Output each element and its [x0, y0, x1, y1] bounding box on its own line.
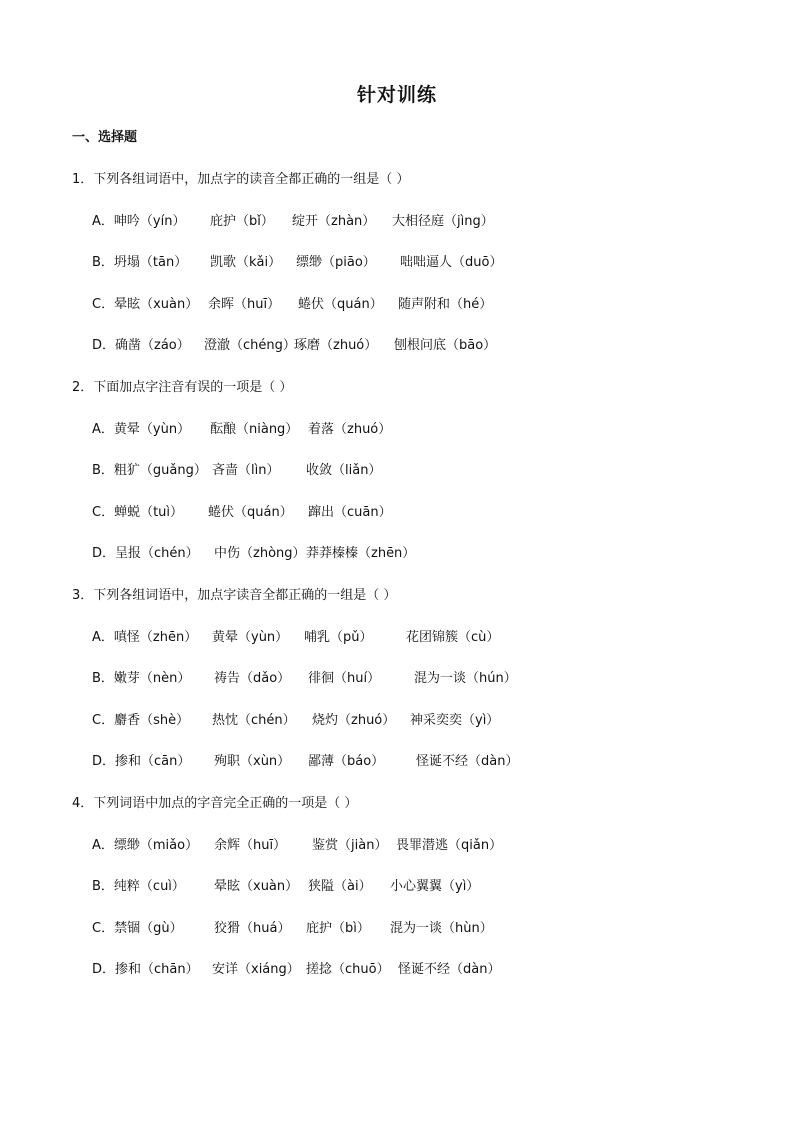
option-item: A．缥缈（miǎo） [92, 838, 199, 853]
option-item: B．纯粹（cuì） [92, 879, 185, 894]
option-item: 蹿出（cuān） [308, 505, 392, 520]
option-item: 搓捻（chuō） [306, 962, 390, 977]
option-item: A．呻吟（yín） [92, 214, 186, 229]
option-item: 莽莽榛榛（zhēn） [306, 546, 416, 561]
option-item: 大相径庭（jìng） [392, 214, 494, 229]
option-item: 庇护（bǐ） [210, 214, 274, 229]
option-item: 刨根问底（bāo） [394, 338, 497, 353]
option-item: 澄澈（chéng） [204, 338, 296, 353]
option-item: C．麝香（shè） [92, 713, 190, 728]
option-item: 酝酿（niàng） [210, 422, 299, 437]
option-item: 热忱（chén） [212, 713, 296, 728]
option-item: 怪诞不经（dàn） [416, 754, 519, 769]
question-4-stem: 4．下列词语中加点的字音完全正确的一项是（ ） [72, 796, 358, 811]
section-heading: 一、选择题 [72, 130, 138, 145]
option-item: 绽开（zhàn） [292, 214, 376, 229]
option-item: D．呈报（chén） [92, 546, 199, 561]
option-item: 狭隘（ài） [308, 879, 372, 894]
question-1-option-a [92, 210, 732, 230]
question-2-option-d [92, 542, 732, 562]
option-item: 徘徊（huí） [308, 671, 381, 686]
option-item: 晕眩（xuàn） [214, 879, 299, 894]
option-item: 神采奕奕（yì） [410, 713, 500, 728]
question-1-option-b [92, 251, 732, 271]
option-item: 怪诞不经（dàn） [398, 962, 501, 977]
option-item: 混为一谈（hún） [414, 671, 517, 686]
question-3-option-d [92, 750, 732, 770]
option-item: B．嫩芽（nèn） [92, 671, 191, 686]
question-4-option-d [92, 958, 732, 978]
option-item: D．掺和（chān） [92, 962, 199, 977]
option-item: 凯歌（kǎi） [210, 255, 282, 270]
question-4-option-b [92, 875, 732, 895]
option-item: 着落（zhuó） [308, 422, 392, 437]
question-4-option-c [92, 917, 732, 937]
page-title: 针对训练 [356, 84, 437, 106]
option-item: 小心翼翼（yì） [390, 879, 480, 894]
option-item: 混为一谈（hùn） [390, 921, 493, 936]
option-item: 鄙薄（báo） [308, 754, 385, 769]
option-item: 咄咄逼人（duō） [400, 255, 503, 270]
option-item: C．蝉蜕（tuì） [92, 505, 184, 520]
option-item: 收敛（liǎn） [306, 463, 382, 478]
question-3-option-b [92, 667, 732, 687]
option-item: 花团锦簇（cù） [406, 630, 500, 645]
question-4-option-a [92, 834, 732, 854]
option-item: 鉴赏（jiàn） [312, 838, 388, 853]
option-item: 安详（xiáng） [212, 962, 300, 977]
question-1-stem: 1．下列各组词语中，加点字的读音全都正确的一组是（ ） [72, 172, 410, 187]
option-item: 烧灼（zhuó） [312, 713, 396, 728]
option-item: 庇护（bì） [306, 921, 370, 936]
option-item: A．黄晕（yùn） [92, 422, 191, 437]
option-item: 蜷伏（quán） [298, 297, 383, 312]
option-item: C．晕眩（xuàn） [92, 297, 199, 312]
question-2-option-a [92, 418, 732, 438]
option-item: 哺乳（pǔ） [304, 630, 373, 645]
option-item: B．坍塌（tān） [92, 255, 188, 270]
option-item: 狡猾（huá） [214, 921, 291, 936]
option-item: 缥缈（piāo） [296, 255, 376, 270]
option-item: 吝啬（lìn） [212, 463, 280, 478]
option-item: 黄晕（yùn） [212, 630, 289, 645]
question-2-stem: 2．下面加点字注音有误的一项是（ ） [72, 380, 293, 395]
question-1-option-c [92, 293, 732, 313]
option-item: 中伤（zhòng） [214, 546, 306, 561]
question-2-option-c [92, 501, 732, 521]
option-item: 蜷伏（quán） [208, 505, 293, 520]
option-item: 随声附和（hé） [398, 297, 493, 312]
option-item: 殉职（xùn） [214, 754, 291, 769]
question-3-option-c [92, 709, 732, 729]
question-3-stem: 3．下列各组词语中，加点字读音全都正确的一组是（ ） [72, 588, 397, 603]
option-item: D．掺和（cān） [92, 754, 191, 769]
option-item: D．确凿（záo） [92, 338, 190, 353]
option-item: A．嗔怪（zhēn） [92, 630, 198, 645]
question-1-option-d [92, 334, 732, 354]
option-item: 余晖（huī） [208, 297, 281, 312]
option-item: 余辉（huī） [214, 838, 287, 853]
question-3-option-a [92, 626, 732, 646]
option-item: C．禁锢（gù） [92, 921, 183, 936]
option-item: 琢磨（zhuó） [294, 338, 378, 353]
option-item: B．粗犷（guǎng） [92, 463, 207, 478]
option-item: 祷告（dǎo） [214, 671, 291, 686]
question-2-option-b [92, 459, 732, 479]
option-item: 畏罪潜逃（qiǎn） [396, 838, 503, 853]
